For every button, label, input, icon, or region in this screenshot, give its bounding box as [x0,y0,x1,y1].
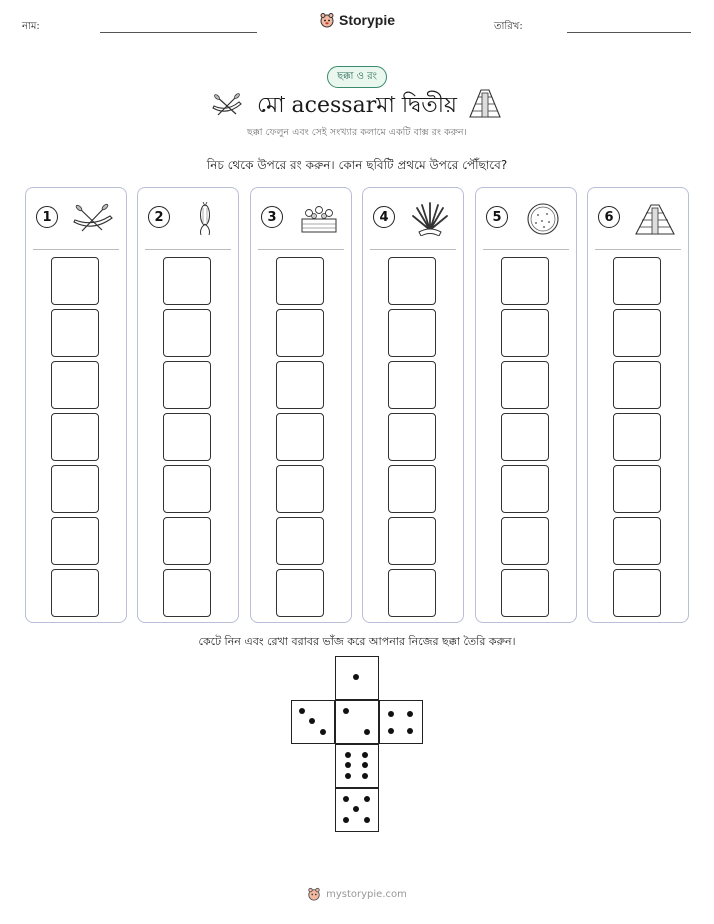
color-box[interactable] [163,257,211,305]
category-badge: ছক্কা ও রং [327,66,387,88]
pip [353,674,359,680]
color-box[interactable] [163,465,211,513]
column-number: 2 [148,206,170,228]
pip [407,728,413,734]
pip [388,728,394,734]
pip [362,762,368,768]
pip [388,711,394,717]
color-box[interactable] [388,517,436,565]
pip [353,806,359,812]
color-box[interactable] [51,569,99,617]
color-box[interactable] [501,517,549,565]
color-box[interactable] [276,465,324,513]
pip [364,729,370,735]
color-box[interactable] [501,465,549,513]
color-box[interactable] [613,361,661,409]
pyramid-icon [468,86,502,120]
pip [345,762,351,768]
color-box[interactable] [388,361,436,409]
page-title: মো acessarমা দ্বিতীয় [257,93,457,118]
color-box[interactable] [501,569,549,617]
color-box[interactable] [276,569,324,617]
column-6 [587,187,689,623]
feather-headdress-icon [407,202,453,236]
color-box[interactable] [51,309,99,357]
column-3 [250,187,352,623]
column-number: 5 [486,206,508,228]
color-box[interactable] [388,257,436,305]
pip [343,708,349,714]
pip [364,817,370,823]
color-box[interactable] [501,309,549,357]
color-box[interactable] [613,413,661,461]
color-box[interactable] [163,413,211,461]
column-divider [595,249,681,250]
color-box[interactable] [388,413,436,461]
color-box[interactable] [51,361,99,409]
column-divider [33,249,119,250]
color-box[interactable] [276,517,324,565]
mascot-icon [319,12,335,28]
column-number: 4 [373,206,395,228]
footer-url[interactable]: mystorypie.com [326,888,407,900]
pip [343,796,349,802]
column-number: 1 [36,206,58,228]
date-label: তারিখ: [494,21,523,32]
date-line[interactable] [567,32,691,33]
color-box[interactable] [51,517,99,565]
pip [345,752,351,758]
color-box[interactable] [51,413,99,461]
dice-face-2 [335,700,379,744]
pyramid-icon [632,202,678,236]
color-box[interactable] [51,257,99,305]
column-header [261,202,343,242]
pip [309,718,315,724]
column-number: 6 [598,206,620,228]
color-box[interactable] [163,569,211,617]
color-box[interactable] [613,569,661,617]
color-box[interactable] [163,361,211,409]
color-box[interactable] [613,309,661,357]
instruction: নিচ থেকে উপরে রং করুন। কোন ছবিটি প্রথমে উপরে পৌঁছাবে? [206,158,508,172]
color-box[interactable] [276,309,324,357]
corn-icon [182,202,228,236]
dice-face-6 [335,744,379,788]
column-header [148,202,230,242]
column-header [486,202,568,242]
column-divider [483,249,569,250]
pip [362,773,368,779]
color-box[interactable] [613,257,661,305]
color-box[interactable] [501,257,549,305]
column-2 [137,187,239,623]
color-box[interactable] [613,517,661,565]
color-box[interactable] [276,257,324,305]
color-box[interactable] [501,413,549,461]
pip [364,796,370,802]
cut-instruction: কেটে নিন এবং রেখা বরাবর ভাঁজ করে আপনার নিজের ছক্কা তৈরি করুন। [198,635,516,648]
color-box[interactable] [388,569,436,617]
footer [0,887,714,901]
pip [407,711,413,717]
column-4 [362,187,464,623]
pip [343,817,349,823]
column-header [373,202,455,242]
color-box[interactable] [163,309,211,357]
brand-logo [0,12,714,28]
color-box[interactable] [388,309,436,357]
tortilla-icon [520,202,566,236]
color-box[interactable] [276,361,324,409]
dice-face-3 [291,700,335,744]
column-number: 3 [261,206,283,228]
color-box[interactable] [163,517,211,565]
pip [362,752,368,758]
pip [299,708,305,714]
color-box[interactable] [613,465,661,513]
color-box[interactable] [51,465,99,513]
column-1 [25,187,127,623]
flower-basket-icon [295,202,341,236]
color-box[interactable] [388,465,436,513]
mascot-icon [307,887,321,901]
pip [320,729,326,735]
column-5 [475,187,577,623]
column-header [598,202,680,242]
color-box[interactable] [276,413,324,461]
brand-name: Storypie [338,12,395,28]
column-divider [258,249,344,250]
column-divider [145,249,231,250]
pip [345,773,351,779]
dice-face-1 [335,656,379,700]
subtitle: ছক্কা ফেলুন এবং সেই সংখ্যার কলামে একটি বাক্স রং করুন। [247,127,467,138]
color-box[interactable] [501,361,549,409]
dice-face-5 [335,788,379,832]
name-line[interactable] [100,32,257,33]
column-divider [370,249,456,250]
canoe-icon [70,202,116,236]
name-label: নাম: [22,21,40,32]
dice-face-4 [379,700,423,744]
column-header [36,202,118,242]
